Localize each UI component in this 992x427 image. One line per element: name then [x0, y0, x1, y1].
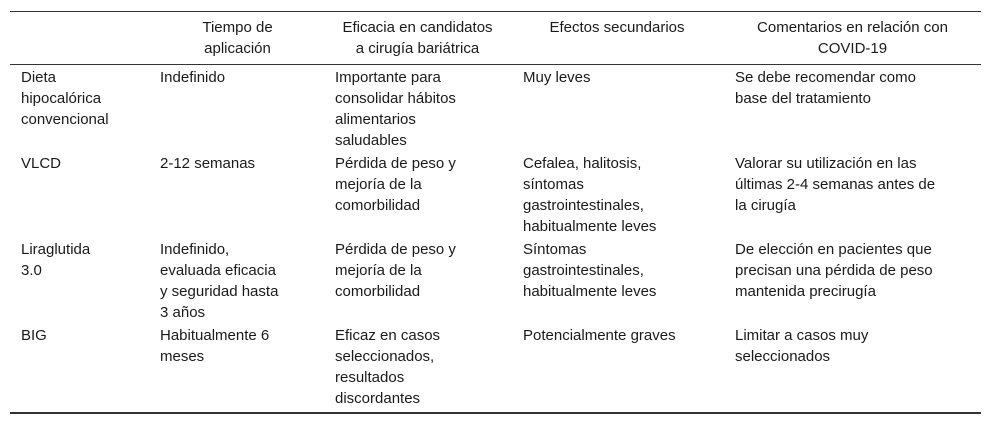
cell-line: seleccionados [735, 348, 831, 365]
header-comentarios [735, 17, 970, 59]
cell-line: mejoría de la [335, 176, 422, 193]
cell-line: BIG [21, 327, 47, 344]
cell-line: evaluada eficacia [160, 262, 276, 279]
row3-efectos [523, 239, 656, 302]
cell-line: Pérdida de peso y [335, 241, 456, 258]
cell-line: Valorar su utilización en las [735, 155, 917, 172]
row3-tiempo [160, 239, 278, 323]
cell-line: meses [160, 348, 205, 365]
header-line: COVID-19 [817, 40, 888, 57]
cell-line: Eficaz en casos [335, 327, 441, 344]
header-line: a cirugía bariátrica [355, 40, 480, 57]
table-top-rule [10, 11, 981, 12]
cell-line: VLCD [21, 155, 62, 172]
cell-line: Cefalea, halitosis, [523, 155, 642, 172]
row2-comentarios [735, 153, 935, 216]
cell-line: Habitualmente 6 [160, 327, 270, 344]
row2-treatment [21, 153, 61, 174]
cell-line: Importante para [335, 69, 441, 86]
cell-line: seleccionados, [335, 348, 435, 365]
cell-line: Potencialmente graves [523, 327, 676, 344]
row2-tiempo [160, 153, 255, 174]
table-bottom-rule [10, 412, 981, 414]
header-line: aplicación [204, 40, 271, 57]
cell-line: últimas 2-4 semanas antes de [735, 176, 936, 193]
row4-treatment [21, 325, 47, 346]
header-line: Comentarios en relación con [757, 19, 948, 36]
cell-line: Síntomas [523, 241, 587, 258]
cell-line: 3.0 [21, 262, 42, 279]
cell-line: base del tratamiento [735, 90, 871, 107]
cell-line: Indefinido, [160, 241, 230, 258]
cell-line: Indefinido [160, 69, 226, 86]
cell-line: hipocalórica [21, 90, 102, 107]
cell-line: Dieta [21, 69, 57, 86]
header-tiempo [160, 17, 315, 59]
cell-line: De elección en pacientes que [735, 241, 932, 258]
cell-line: Se debe recomendar como [735, 69, 916, 86]
cell-line: la cirugía [735, 197, 796, 214]
row1-eficacia [335, 67, 456, 151]
row4-comentarios [735, 325, 868, 367]
cell-line: resultados [335, 369, 405, 386]
cell-line: precisan una pérdida de peso [735, 262, 933, 279]
cell-line: habitualmente leves [523, 218, 657, 235]
cell-line: discordantes [335, 390, 421, 407]
cell-line: Liraglutida [21, 241, 91, 258]
header-line: Eficacia en candidatos [342, 19, 493, 36]
cell-line: 3 años [160, 304, 206, 321]
header-eficacia [325, 17, 510, 59]
row1-tiempo [160, 67, 225, 88]
cell-line: mejoría de la [335, 262, 422, 279]
cell-line: comorbilidad [335, 283, 421, 300]
cell-line: comorbilidad [335, 197, 421, 214]
table-header-rule [10, 64, 981, 65]
row3-treatment [21, 239, 90, 281]
cell-line: alimentarios [335, 111, 416, 128]
cell-line: gastrointestinales, [523, 262, 644, 279]
cell-line: saludables [335, 132, 407, 149]
row1-treatment [21, 67, 109, 130]
header-line: Efectos secundarios [549, 19, 685, 36]
header-efectos [523, 17, 711, 38]
cell-line: habitualmente leves [523, 283, 657, 300]
row4-eficacia [335, 325, 440, 409]
row1-efectos [523, 67, 591, 88]
row3-eficacia [335, 239, 456, 302]
row4-efectos [523, 325, 676, 346]
cell-line: convencional [21, 111, 109, 128]
row3-comentarios [735, 239, 933, 302]
row1-comentarios [735, 67, 916, 109]
row2-eficacia [335, 153, 456, 216]
cell-line: consolidar hábitos [335, 90, 456, 107]
cell-line: gastrointestinales, [523, 197, 644, 214]
cell-line: y seguridad hasta [160, 283, 279, 300]
row2-efectos [523, 153, 656, 237]
header-line: Tiempo de [202, 19, 273, 36]
cell-line: mantenida precirugía [735, 283, 876, 300]
cell-line: Pérdida de peso y [335, 155, 456, 172]
cell-line: Limitar a casos muy [735, 327, 869, 344]
cell-line: 2-12 semanas [160, 155, 256, 172]
cell-line: Muy leves [523, 69, 591, 86]
cell-line: síntomas [523, 176, 584, 193]
row4-tiempo [160, 325, 269, 367]
